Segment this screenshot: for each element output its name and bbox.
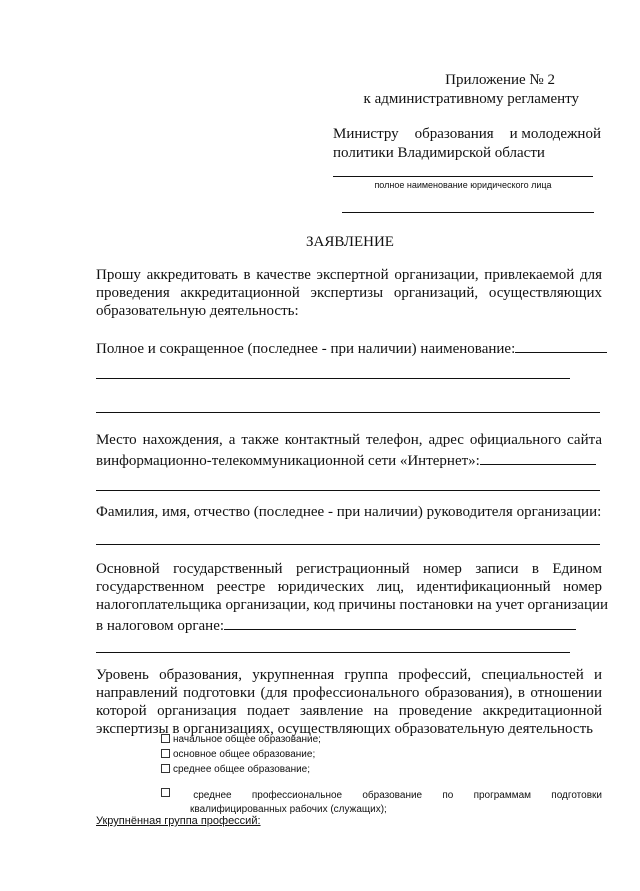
education-line-1: Уровень образования, укрупненная группа профессий, специальностей и	[96, 667, 602, 683]
registration-line[interactable]	[96, 652, 570, 653]
registration-line-2: государственном реестре юридических лиц, идентификационный номер	[96, 579, 602, 595]
checkbox-icon[interactable]	[161, 788, 170, 797]
registration-blank[interactable]	[224, 615, 576, 630]
vocational-word-5: программам	[473, 790, 532, 801]
name-field-text: Полное и сокращенное (последнее - при наличии) наименование:	[96, 341, 516, 357]
head-line[interactable]	[96, 544, 600, 545]
intro-line-3: образовательную деятельность:	[96, 303, 299, 319]
location-blank[interactable]	[480, 450, 596, 465]
option-primary-label: начальное общее образование;	[173, 734, 321, 745]
option-basic-label: основное общее образование;	[173, 749, 316, 760]
vocational-word-4: по	[442, 790, 454, 801]
document-title: ЗАЯВЛЕНИЕ	[306, 234, 394, 250]
registration-text: в налоговом органе:	[96, 618, 225, 634]
option-secondary[interactable]	[161, 762, 310, 777]
addressee-line-1	[333, 126, 601, 143]
addressee-word-1: Министру	[333, 126, 399, 142]
addressee-word-2: образования	[414, 126, 494, 142]
org-name-line-2[interactable]	[342, 212, 594, 213]
option-secondary-label: среднее общее образование;	[173, 764, 311, 775]
name-line-2[interactable]	[96, 412, 600, 413]
location-text: винформационно-телекоммуникационной сети «Интернет»:	[96, 453, 480, 469]
head-field-label: Фамилия, имя, отчество (последнее - при наличии) руководителя организации:	[96, 504, 602, 520]
vocational-word-6: подготовки	[551, 790, 602, 801]
org-name-line-1[interactable]	[333, 176, 593, 177]
vocational-line-2: квалифицированных рабочих (служащих);	[190, 804, 387, 815]
registration-line-3: налогоплательщика организации, код причины постановки на учет организации	[96, 597, 609, 613]
checkbox-icon[interactable]	[161, 734, 170, 743]
registration-line-1: Основной государственный регистрационный номер записи в Едином	[96, 561, 602, 577]
intro-line-2: проведения аккредитационной экспертизы организаций, осуществляющих	[96, 285, 602, 301]
intro-line-1: Прошу аккредитовать в качестве экспертной организации, привлекаемой для	[96, 267, 602, 283]
regulation-reference: к административному регламенту	[363, 91, 579, 107]
vocational-word-2: профессиональное	[251, 790, 343, 801]
option-vocational[interactable]	[161, 788, 602, 803]
org-name-caption: полное наименование юридического лица	[374, 180, 552, 190]
addressee-word-3: и молодежной	[509, 126, 601, 142]
checkbox-icon[interactable]	[161, 764, 170, 773]
vocational-word-1: среднее	[193, 790, 232, 801]
location-line[interactable]	[96, 490, 600, 491]
appendix-number: Приложение № 2	[445, 72, 555, 88]
option-primary[interactable]	[161, 732, 321, 747]
registration-line-4	[96, 615, 576, 635]
name-line-1[interactable]	[96, 378, 570, 379]
location-line-1: Место нахождения, а также контактный телефон, адрес официального сайта	[96, 432, 602, 448]
profession-group-label: Укрупнённая группа профессий:	[96, 815, 261, 827]
education-line-3: которой организация подает заявление на проведение аккредитационной	[96, 703, 602, 719]
name-field-label	[96, 338, 607, 358]
addressee-line-2: политики Владимирской области	[333, 145, 545, 161]
location-line-2	[96, 450, 596, 470]
education-line-2: направлений подготовки (для профессионального образования), в отношении	[96, 685, 602, 701]
name-field-blank[interactable]	[515, 338, 607, 353]
option-basic[interactable]	[161, 747, 315, 762]
vocational-word-3: образование	[362, 790, 423, 801]
education-line-4: экспертизы в организациях, осуществляющих образовательную деятельность	[96, 721, 593, 737]
checkbox-icon[interactable]	[161, 749, 170, 758]
